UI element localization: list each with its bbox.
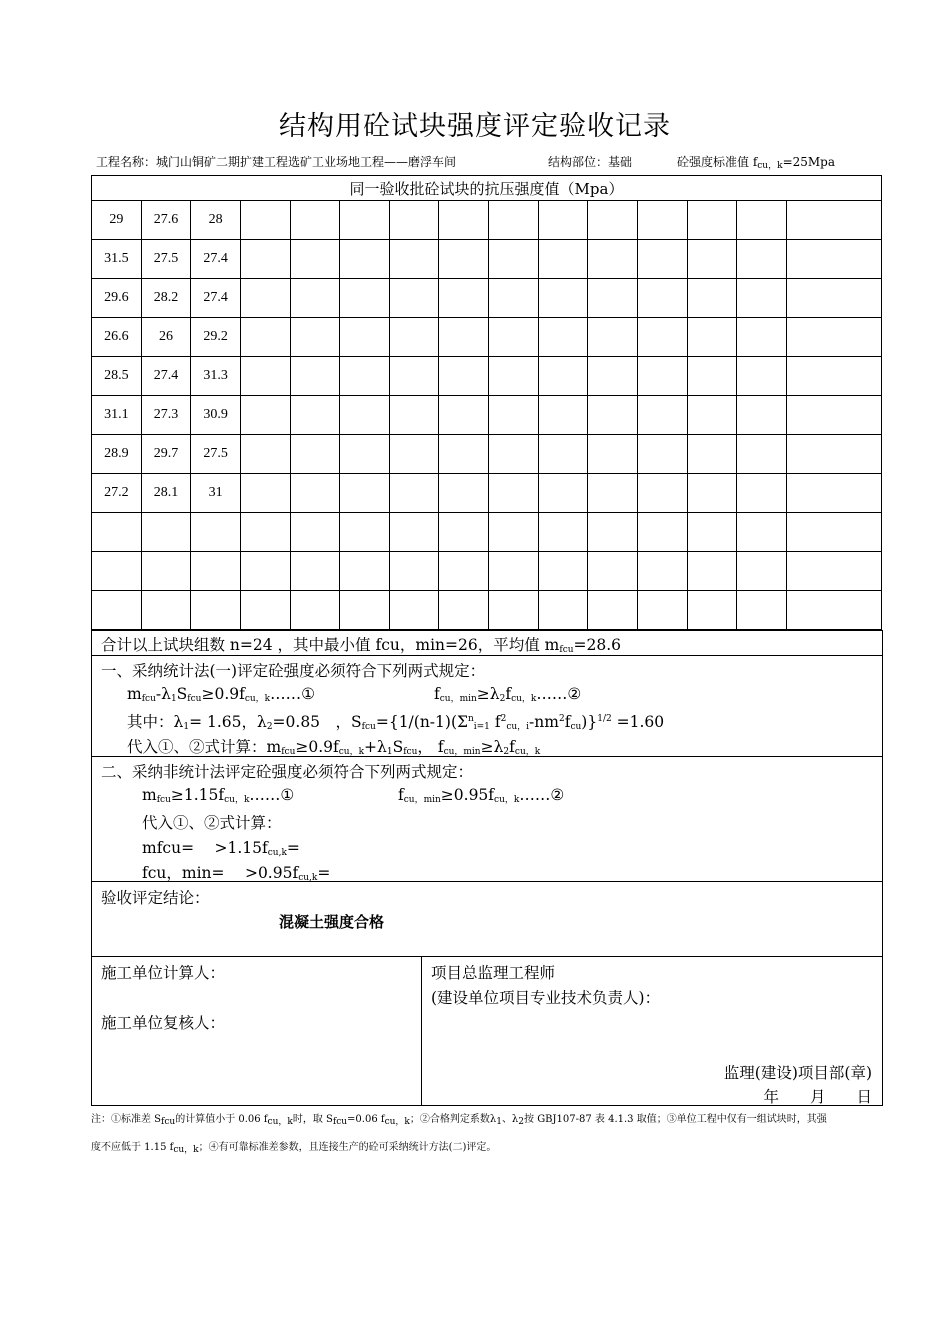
table-cell bbox=[489, 552, 539, 591]
table-cell bbox=[290, 396, 340, 435]
table-cell bbox=[637, 279, 687, 318]
table-cell bbox=[737, 396, 787, 435]
table-cell bbox=[389, 240, 439, 279]
table-row bbox=[92, 279, 882, 318]
statistical-method-section bbox=[91, 655, 883, 757]
table-cell bbox=[141, 552, 191, 591]
table-cell bbox=[439, 396, 489, 435]
summary-text bbox=[101, 633, 621, 655]
table-cell bbox=[786, 591, 881, 630]
conclusion-value: 混凝土强度合格 bbox=[279, 913, 385, 931]
table-cell bbox=[637, 357, 687, 396]
table-row bbox=[92, 435, 882, 474]
table-cell bbox=[439, 240, 489, 279]
strength-standard-sub: cu，k bbox=[757, 161, 783, 171]
table-cell bbox=[588, 435, 638, 474]
table-cell bbox=[538, 357, 588, 396]
table-cell: 26.6 bbox=[92, 318, 142, 357]
table-cell bbox=[340, 591, 390, 630]
table-cell bbox=[737, 240, 787, 279]
section1-heading: 一、采纳统计法(一)评定砼强度必须符合下列两式规定： bbox=[101, 662, 486, 680]
table-cell bbox=[290, 240, 340, 279]
table-cell: 27.5 bbox=[191, 435, 241, 474]
table-cell: 31 bbox=[191, 474, 241, 513]
conclusion-section bbox=[91, 881, 883, 957]
table-cell bbox=[786, 396, 881, 435]
section2-substitution-label: 代入①、②式计算： bbox=[142, 814, 282, 832]
table-cell bbox=[340, 357, 390, 396]
table-cell bbox=[489, 396, 539, 435]
table-cell bbox=[489, 435, 539, 474]
table-cell: 28.5 bbox=[92, 357, 142, 396]
table-cell bbox=[240, 201, 290, 240]
table-cell bbox=[538, 318, 588, 357]
project-dept-seal-label: 监理(建设)项目部(章) bbox=[723, 1064, 872, 1082]
signature-date: 年 月 日 bbox=[763, 1088, 872, 1106]
table-cell: 29.2 bbox=[191, 318, 241, 357]
table-cell bbox=[687, 201, 737, 240]
table-cell: 28.2 bbox=[141, 279, 191, 318]
table-cell bbox=[637, 591, 687, 630]
table-cell bbox=[538, 240, 588, 279]
table-cell bbox=[389, 357, 439, 396]
table-cell bbox=[240, 513, 290, 552]
table-cell bbox=[687, 240, 737, 279]
table-cell bbox=[240, 396, 290, 435]
summary-b: =28.6 bbox=[573, 636, 622, 654]
table-cell bbox=[538, 201, 588, 240]
table-row bbox=[92, 396, 882, 435]
table-cell bbox=[687, 513, 737, 552]
table-cell bbox=[538, 552, 588, 591]
table-cell bbox=[687, 357, 737, 396]
table-cell bbox=[240, 357, 290, 396]
table-cell bbox=[290, 552, 340, 591]
notes-line-1: 注：①标准差 Sfcu的计算值小于 0.06 fcu，k时，取 Sfcu=0.06 fcu，k；②合格判定系数λ1、λ2按 GBJ107-87 表 4.1.3 取值；③单位工程中仅有一组试块时，其强 bbox=[91, 1114, 827, 1127]
table-cell bbox=[240, 474, 290, 513]
table-cell bbox=[786, 357, 881, 396]
table-cell bbox=[786, 513, 881, 552]
table-cell bbox=[737, 279, 787, 318]
table-cell bbox=[538, 279, 588, 318]
table-cell bbox=[340, 318, 390, 357]
table-cell bbox=[786, 474, 881, 513]
section2-mean-calc: mfcu= >1.15fcu,k= bbox=[142, 839, 300, 858]
table-cell bbox=[737, 435, 787, 474]
table-row bbox=[92, 201, 882, 240]
table-cell bbox=[439, 474, 489, 513]
table-cell bbox=[786, 201, 881, 240]
structure-part: 结构部位：基础 bbox=[548, 155, 633, 169]
table-cell bbox=[141, 513, 191, 552]
owner-technical-lead-label: (建设单位项目专业技术负责人)： bbox=[431, 989, 661, 1007]
table-cell bbox=[439, 513, 489, 552]
table-cell bbox=[290, 357, 340, 396]
table-cell bbox=[786, 240, 881, 279]
table-cell bbox=[439, 279, 489, 318]
section1-formula-2: fcu，min≥λ2fcu，k……② bbox=[434, 685, 582, 704]
table-cell bbox=[588, 591, 638, 630]
table-cell: 31.1 bbox=[92, 396, 142, 435]
table-cell bbox=[637, 552, 687, 591]
table-cell bbox=[637, 435, 687, 474]
table-row bbox=[92, 513, 882, 552]
reviewer-label: 施工单位复核人： bbox=[101, 1014, 226, 1032]
strength-standard-prefix: 砼强度标准值 f bbox=[677, 155, 758, 169]
table-cell bbox=[737, 552, 787, 591]
calculator-label: 施工单位计算人： bbox=[101, 964, 226, 982]
conclusion-label: 验收评定结论： bbox=[101, 889, 210, 907]
table-row bbox=[92, 474, 882, 513]
table-cell: 30.9 bbox=[191, 396, 241, 435]
section1-substitution: 代入①、②式计算：mfcu≥0.9fcu，k+λ1Sfcu， fcu，min≥λ2fcu，k bbox=[127, 738, 541, 757]
table-cell bbox=[489, 513, 539, 552]
table-header: 同一验收批砼试块的抗压强度值（Mpa） bbox=[92, 176, 882, 201]
table-cell bbox=[637, 201, 687, 240]
table-cell bbox=[389, 318, 439, 357]
section2-heading: 二、采纳非统计法评定砼强度必须符合下列两式规定： bbox=[101, 763, 474, 781]
table-cell bbox=[439, 591, 489, 630]
table-cell bbox=[737, 357, 787, 396]
table-cell bbox=[439, 201, 489, 240]
table-row bbox=[92, 357, 882, 396]
table-cell: 27.4 bbox=[191, 279, 241, 318]
table-cell bbox=[489, 318, 539, 357]
table-cell bbox=[92, 591, 142, 630]
contractor-signature-cell bbox=[91, 956, 422, 1106]
table-cell: 31.3 bbox=[191, 357, 241, 396]
supervisor-signature-cell bbox=[421, 956, 883, 1106]
table-cell bbox=[637, 396, 687, 435]
table-cell bbox=[588, 513, 638, 552]
table-row bbox=[92, 240, 882, 279]
table-cell bbox=[389, 513, 439, 552]
table-cell bbox=[389, 435, 439, 474]
table-cell bbox=[737, 591, 787, 630]
table-cell bbox=[92, 552, 142, 591]
table-cell bbox=[340, 396, 390, 435]
table-cell bbox=[588, 318, 638, 357]
table-cell bbox=[389, 552, 439, 591]
table-cell bbox=[340, 279, 390, 318]
table-cell bbox=[588, 240, 638, 279]
table-cell bbox=[240, 591, 290, 630]
table-cell bbox=[538, 396, 588, 435]
table-cell bbox=[389, 591, 439, 630]
project-name: 工程名称：城门山铜矿二期扩建工程选矿工业场地工程——磨浮车间 bbox=[96, 155, 457, 169]
table-row bbox=[92, 552, 882, 591]
strength-standard-suffix: =25Mpa bbox=[782, 155, 836, 169]
table-cell bbox=[637, 474, 687, 513]
table-cell bbox=[240, 435, 290, 474]
non-statistical-method-section bbox=[91, 756, 883, 882]
table-cell bbox=[389, 396, 439, 435]
notes-line-2: 度不应低于 1.15 fcu，k；④有可靠标准差参数，且连接生产的砼可采纳统计方法(二)评定。 bbox=[91, 1142, 497, 1155]
table-cell bbox=[588, 552, 638, 591]
table-cell bbox=[439, 552, 489, 591]
table-cell bbox=[687, 279, 737, 318]
section1-formula-1: mfcu-λ1Sfcu≥0.9fcu，k……① bbox=[127, 685, 316, 704]
strength-table bbox=[91, 175, 882, 630]
table-cell bbox=[538, 435, 588, 474]
table-cell bbox=[588, 474, 638, 513]
table-cell: 27.3 bbox=[141, 396, 191, 435]
table-cell bbox=[389, 279, 439, 318]
table-cell bbox=[92, 513, 142, 552]
table-cell bbox=[340, 513, 390, 552]
table-cell bbox=[737, 513, 787, 552]
table-cell bbox=[588, 279, 638, 318]
table-cell bbox=[538, 513, 588, 552]
table-cell bbox=[240, 279, 290, 318]
table-cell bbox=[489, 240, 539, 279]
table-row bbox=[92, 318, 882, 357]
table-row bbox=[92, 591, 882, 630]
table-cell bbox=[637, 513, 687, 552]
table-cell bbox=[439, 435, 489, 474]
table-cell bbox=[786, 435, 881, 474]
table-cell bbox=[588, 396, 638, 435]
table-cell bbox=[737, 201, 787, 240]
table-cell bbox=[786, 279, 881, 318]
table-cell bbox=[240, 318, 290, 357]
table-cell bbox=[340, 435, 390, 474]
table-cell bbox=[340, 240, 390, 279]
table-cell bbox=[240, 240, 290, 279]
table-cell bbox=[240, 552, 290, 591]
table-cell: 29.7 bbox=[141, 435, 191, 474]
table-cell bbox=[340, 552, 390, 591]
table-cell bbox=[489, 201, 539, 240]
table-cell bbox=[687, 552, 737, 591]
table-cell bbox=[439, 357, 489, 396]
table-cell bbox=[191, 552, 241, 591]
table-cell: 29.6 bbox=[92, 279, 142, 318]
table-cell bbox=[687, 318, 737, 357]
chief-supervisor-label: 项目总监理工程师 bbox=[431, 964, 556, 982]
table-cell bbox=[786, 318, 881, 357]
section2-formula-2: fcu，min≥0.95fcu，k……② bbox=[398, 786, 565, 805]
table-cell bbox=[687, 435, 737, 474]
table-cell: 27.6 bbox=[141, 201, 191, 240]
table-cell bbox=[290, 474, 340, 513]
table-cell: 27.2 bbox=[92, 474, 142, 513]
table-cell bbox=[786, 552, 881, 591]
section1-coefficients: 其中：λ1= 1.65，λ2=0.85 ，$Sfcu=\{1/(n-1)(\Sigma^ni=1$ $f^2cu$，$i-nm^2fcu)\}^{1/2} =1.60$ bbox=[127, 713, 665, 732]
summary-sub: fcu bbox=[559, 645, 574, 655]
table-cell: 27.4 bbox=[141, 357, 191, 396]
table-cell bbox=[290, 279, 340, 318]
summary-a: 合计以上试块组数 n=24 ，其中最小值 fcu，min=26，平均值 m bbox=[101, 636, 560, 654]
table-cell bbox=[489, 279, 539, 318]
table-cell: 28.9 bbox=[92, 435, 142, 474]
table-cell bbox=[389, 474, 439, 513]
table-cell bbox=[489, 357, 539, 396]
strength-standard bbox=[677, 153, 835, 171]
table-cell bbox=[538, 591, 588, 630]
page-title: 结构用砼试块强度评定验收记录 bbox=[279, 111, 671, 142]
table-cell bbox=[538, 474, 588, 513]
table-cell bbox=[191, 513, 241, 552]
table-cell bbox=[290, 513, 340, 552]
table-cell bbox=[687, 474, 737, 513]
table-cell bbox=[687, 396, 737, 435]
table-cell bbox=[588, 201, 638, 240]
table-cell: 27.5 bbox=[141, 240, 191, 279]
table-cell bbox=[637, 240, 687, 279]
table-cell bbox=[489, 474, 539, 513]
table-cell bbox=[191, 591, 241, 630]
table-cell: 26 bbox=[141, 318, 191, 357]
table-cell: 28 bbox=[191, 201, 241, 240]
table-cell: 31.5 bbox=[92, 240, 142, 279]
table-cell bbox=[340, 474, 390, 513]
section2-min-calc: fcu，min= >0.95fcu,k= bbox=[142, 864, 331, 883]
table-cell: 27.4 bbox=[191, 240, 241, 279]
table-cell bbox=[687, 591, 737, 630]
table-cell: 29 bbox=[92, 201, 142, 240]
table-cell bbox=[340, 201, 390, 240]
table-cell bbox=[290, 201, 340, 240]
table-cell bbox=[588, 357, 638, 396]
summary-row bbox=[91, 630, 883, 656]
table-cell bbox=[290, 318, 340, 357]
table-cell bbox=[290, 591, 340, 630]
table-cell bbox=[389, 201, 439, 240]
table-cell bbox=[141, 591, 191, 630]
table-cell bbox=[737, 318, 787, 357]
table-cell bbox=[290, 435, 340, 474]
section2-formula-1: mfcu≥1.15fcu，k……① bbox=[142, 786, 295, 805]
notes bbox=[91, 1107, 883, 1163]
table-cell bbox=[489, 591, 539, 630]
table-cell bbox=[637, 318, 687, 357]
table-cell bbox=[439, 318, 489, 357]
table-cell: 28.1 bbox=[141, 474, 191, 513]
table-cell bbox=[737, 474, 787, 513]
